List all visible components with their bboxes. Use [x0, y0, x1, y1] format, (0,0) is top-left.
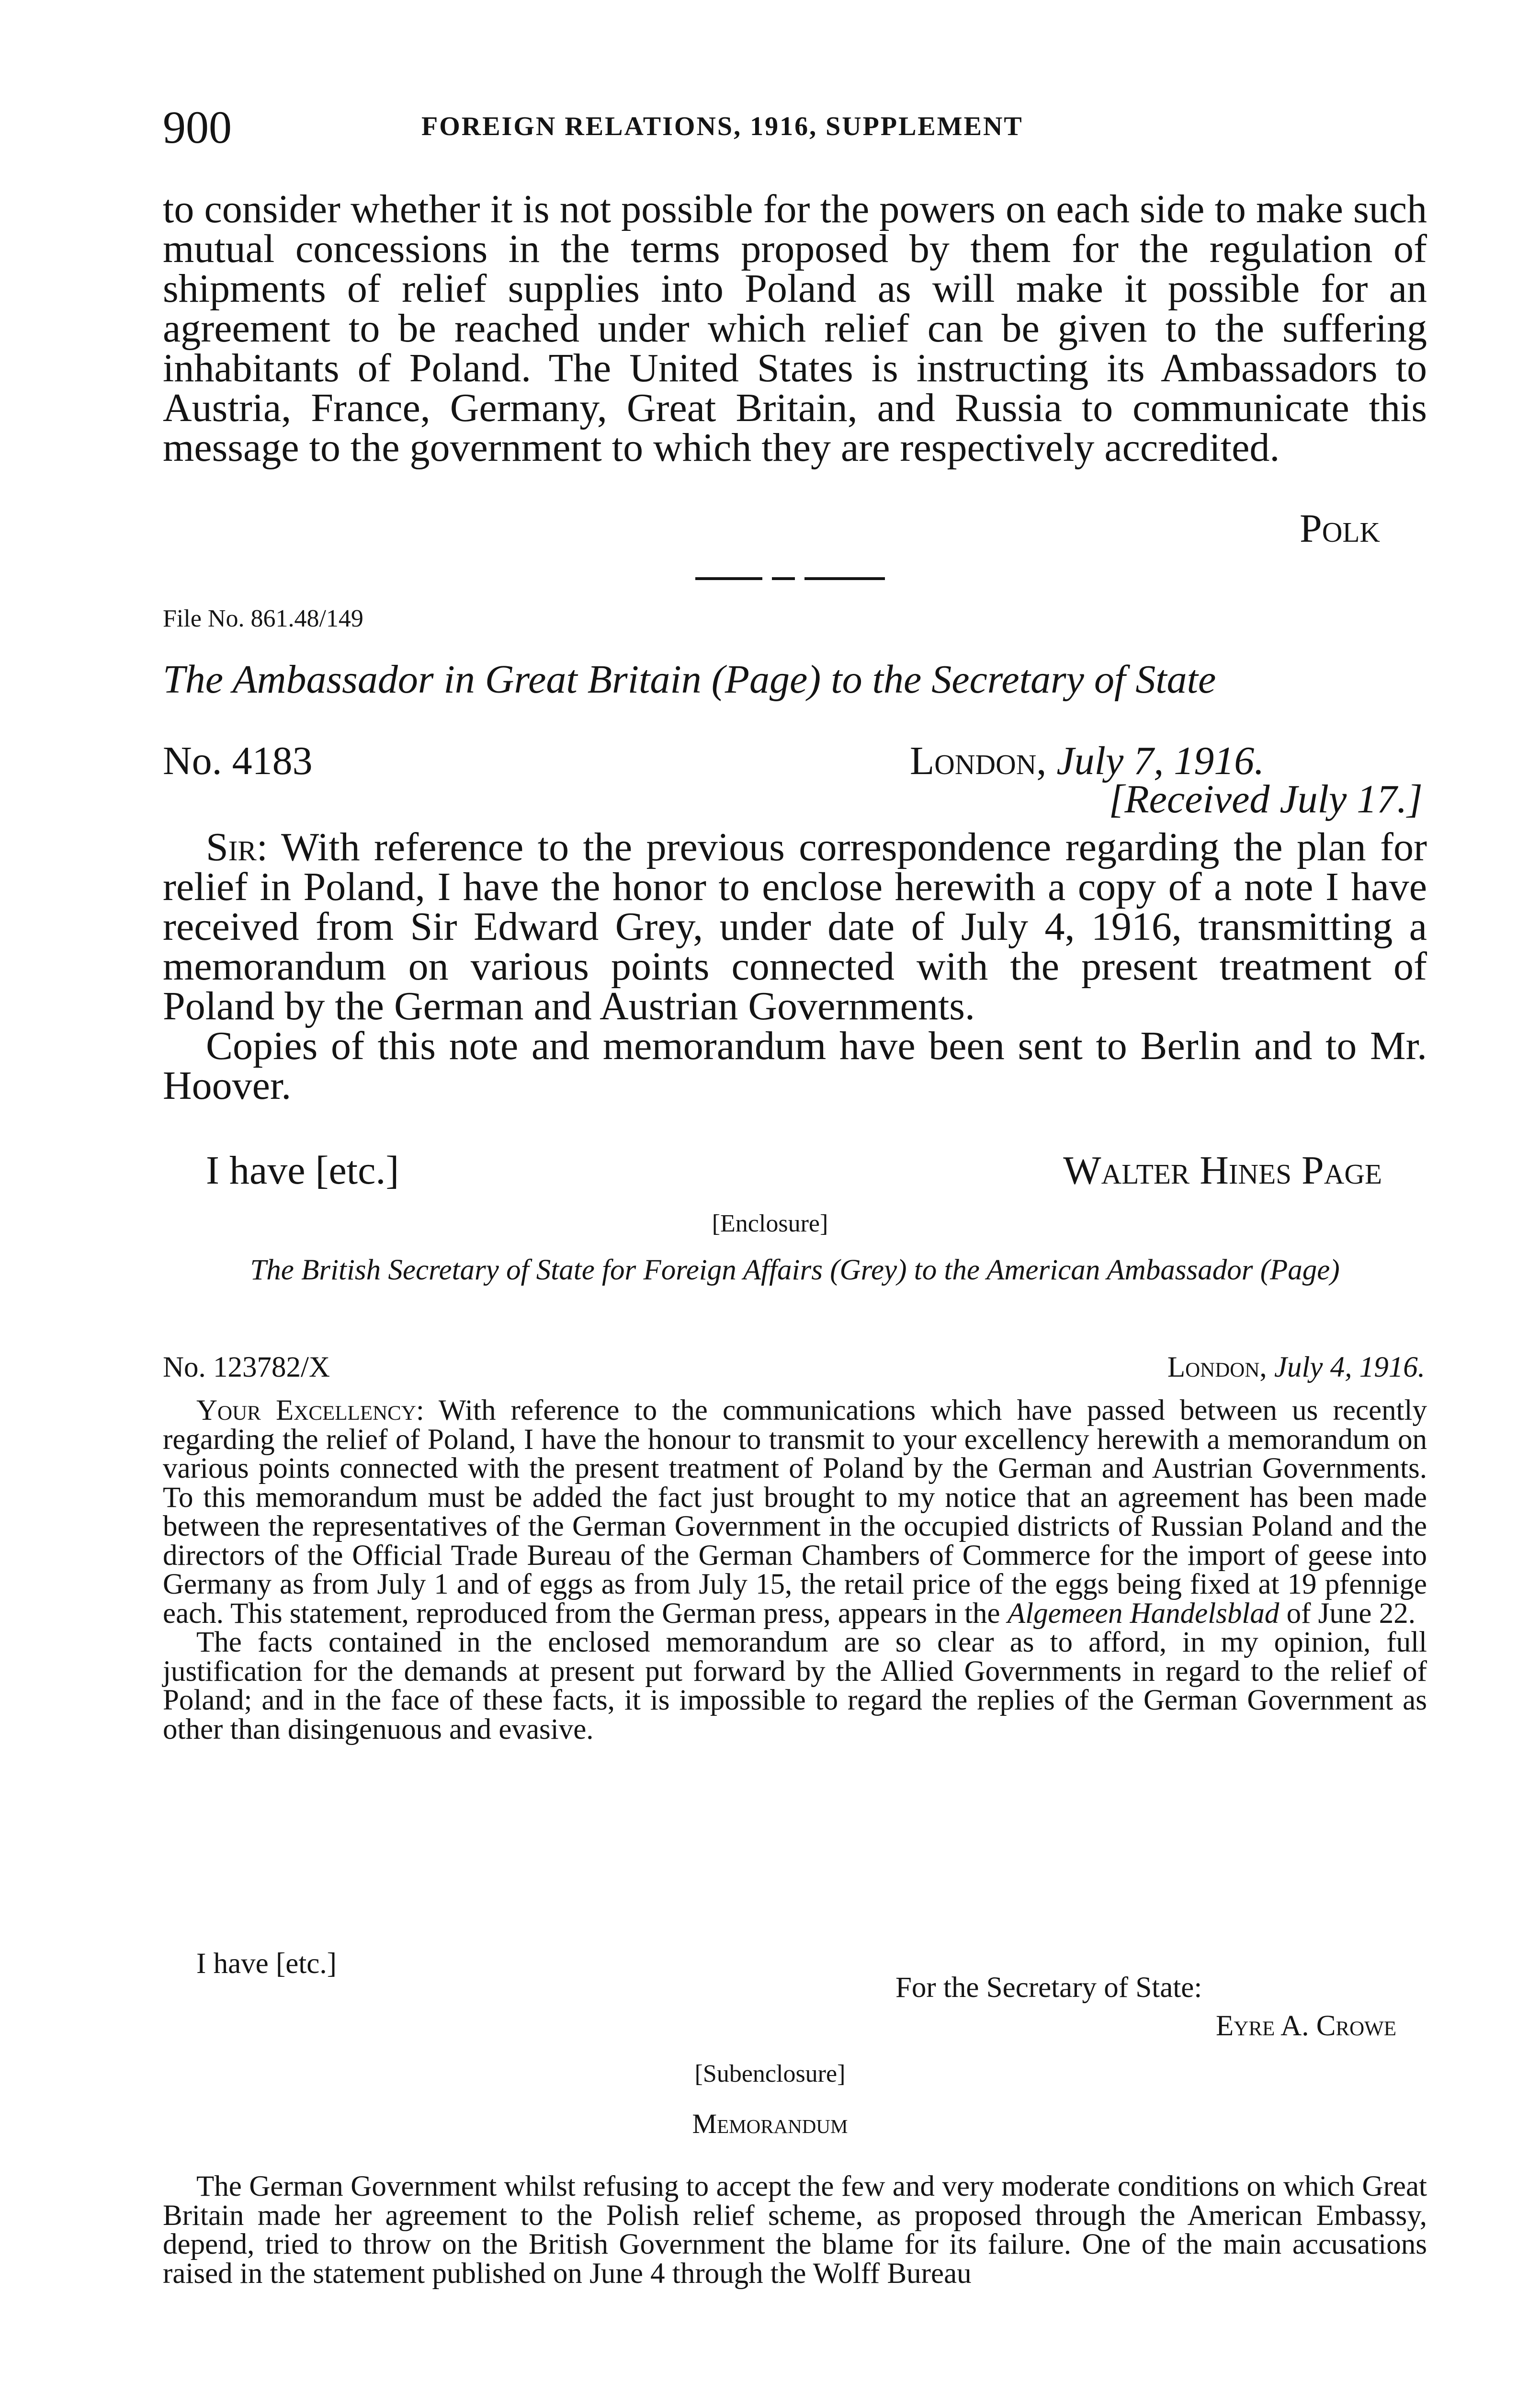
doc1-body	[163, 827, 1427, 1106]
enclosure-dateline	[1167, 1351, 1425, 1384]
doc1-heading: The Ambassador in Great Britain (Page) to the Secretary of State	[163, 657, 1216, 702]
memorandum-title: Memorandum	[692, 2108, 848, 2139]
doc1-closing: I have [etc.]	[206, 1148, 399, 1193]
enclosure-label: [Enclosure]	[712, 1210, 828, 1237]
enclosure-paragraph-1-end: of June 22.	[1286, 1597, 1415, 1630]
file-number: File No. 861.48/149	[163, 605, 363, 632]
enclosure-number: No. 123782/X	[163, 1351, 330, 1383]
enclosure-for-line: For the Secretary of State:	[895, 1972, 1202, 2004]
polk-signature: Polk	[1300, 506, 1380, 551]
doc1-place: London,	[910, 739, 1047, 783]
enclosure-paragraph-1	[163, 1396, 1427, 1628]
doc1-salutation: Sir:	[206, 825, 268, 869]
separator-rule	[772, 577, 795, 580]
enclosure-body	[163, 1396, 1427, 1744]
separator-rule	[804, 577, 885, 580]
doc1-date: July 7, 1916.	[1056, 739, 1265, 783]
page-header	[163, 101, 1427, 158]
doc1-number: No. 4183	[163, 739, 313, 783]
intro-paragraph: to consider whether it is not possible for the powers on each side to make such mutual concessions in the terms proposed by them for the regulation of shipments of relief supplies into Poland as will make it possible for an agreement to be reached under which relief can be given to the suffering inhabitants of Poland. The United States is instructing its Ambassadors to Austria, France, Germany, Great Britain, and Russia to communicate this message to the government to which they are respectively accredited.	[163, 187, 1427, 470]
enclosure-heading: The British Secretary of State for Foreign Affairs (Grey) to the American Ambassador (Page)	[250, 1254, 1340, 1286]
memorandum-paragraph: The German Government whilst refusing to accept the few and very moderate conditions on which Great Britain made her agreement to the Polish relief scheme, as proposed through the American Embassy, depend, tried to throw on the British Government the blame for its failure. One of the main accusations raised in the statement published on June 4 through the Wolff Bureau	[163, 2170, 1427, 2290]
enclosure-closing: I have [etc.]	[196, 1948, 337, 1980]
separator-rule	[695, 577, 762, 580]
enclosure-salutation: Your Excellency:	[196, 1394, 424, 1426]
enclosure-signature: Eyre A. Crowe	[1216, 2010, 1396, 2042]
page-number: 900	[163, 102, 232, 153]
enclosure-place: London,	[1167, 1351, 1267, 1383]
doc1-paragraph-1-text: With reference to the previous correspondence regarding the plan for relief in Poland, I have the honor to enclose herewith a copy of a note I have received from Sir Edward Grey, under date of July 4, 1916, transmitting a memorandum on various points connected with the present treatment of Poland by the German and Austrian Governments.	[163, 825, 1427, 1028]
enclosure-date: July 4, 1916.	[1274, 1351, 1425, 1383]
running-title: FOREIGN RELATIONS, 1916, SUPPLEMENT	[421, 112, 1023, 141]
doc1-paragraph-1	[163, 827, 1427, 1026]
memorandum-body	[163, 2172, 1427, 2288]
subenclosure-label: [Subenclosure]	[694, 2060, 846, 2087]
doc1-signature: Walter Hines Page	[1063, 1148, 1382, 1193]
doc1-received: [Received July 17.]	[1109, 777, 1423, 821]
newspaper-title: Algemeen Handelsblad	[1007, 1597, 1280, 1630]
enclosure-paragraph-1-text: With reference to the communications which have passed between us recently regarding the relief of Poland, I have the honour to transmit to your excellency herewith a memorandum on various points connected with the present treatment of Poland by the German and Austrian Governments. To this memorandum must be added the fact just brought to my notice that an agreement has been made between the representatives of the German Government in the occupied districts of Russian Poland and the directors of the Official Trade Bureau of the German Chambers of Commerce for the import of geese into Germany as from July 1 and of eggs as from July 15, the retail price of the eggs being fixed at 19 pfennige each. This statement, reproduced from the German press, appears in the	[163, 1394, 1427, 1630]
doc1-paragraph-2: Copies of this note and memorandum have been sent to Berlin and to Mr. Hoover.	[163, 1024, 1427, 1108]
enclosure-paragraph-2: The facts contained in the enclosed memorandum are so clear as to afford, in my opinion, full justification for the demands at present put forward by the Allied Governments in regard to the relief of Poland; and in the face of these facts, it is impossible to regard the replies of the German Government as other than disingenuous and evasive.	[163, 1626, 1427, 1745]
intro-block	[163, 189, 1427, 468]
